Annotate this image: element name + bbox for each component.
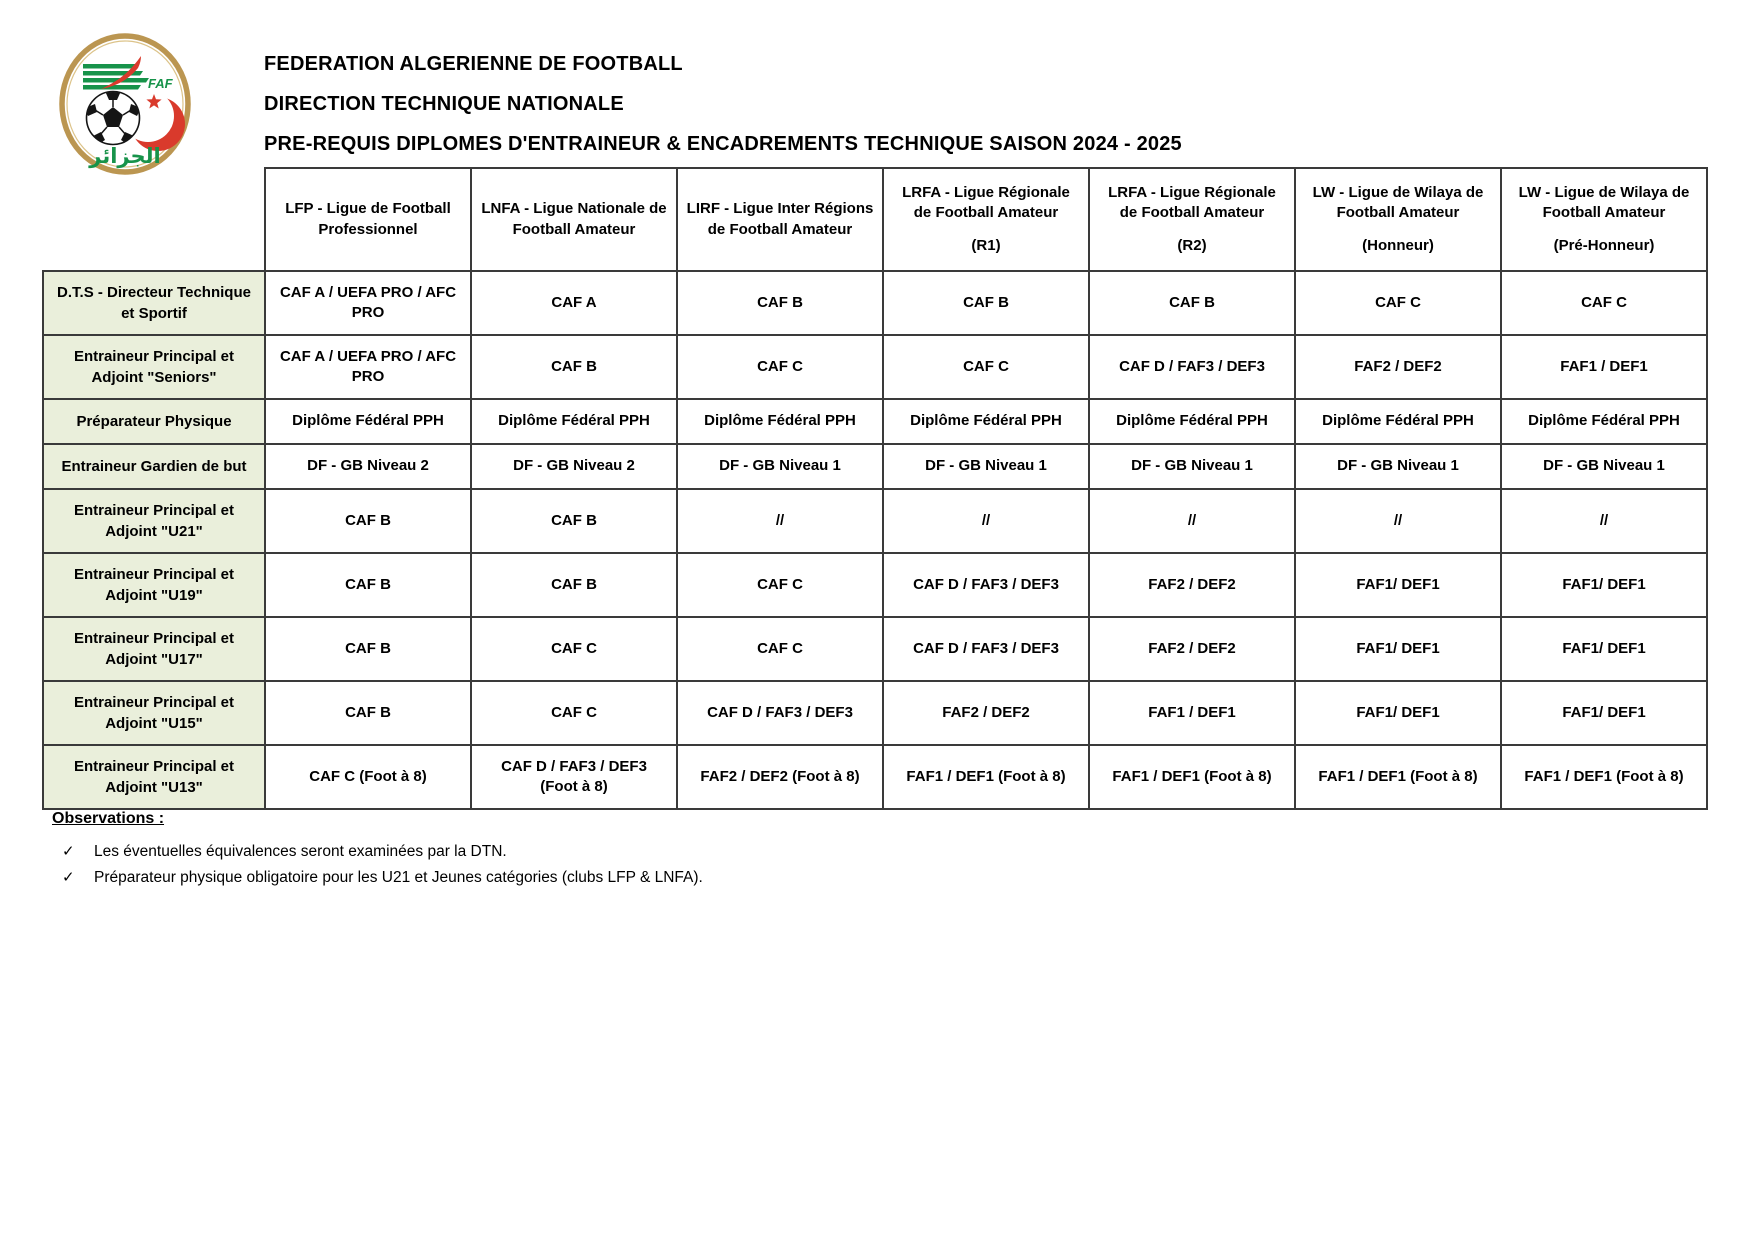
observation-item bbox=[62, 868, 703, 887]
column-header-3: LIRF - Ligue Inter Régions de Football Amateur bbox=[677, 168, 883, 271]
requirement-cell: FAF1/ DEF1 bbox=[1501, 617, 1707, 681]
requirement-cell: DF - GB Niveau 1 bbox=[677, 444, 883, 489]
requirement-cell: CAF C bbox=[677, 335, 883, 399]
requirement-cell: CAF B bbox=[471, 489, 677, 553]
table-row bbox=[43, 399, 1707, 444]
column-header-1: LFP - Ligue de Football Professionnel bbox=[265, 168, 471, 271]
requirement-cell: Diplôme Fédéral PPH bbox=[1501, 399, 1707, 444]
observation-item bbox=[62, 842, 703, 861]
requirement-cell: // bbox=[1295, 489, 1501, 553]
row-label: Entraineur Principal et Adjoint "U13" bbox=[43, 745, 265, 809]
requirement-cell: Diplôme Fédéral PPH bbox=[677, 399, 883, 444]
row-label: Entraineur Principal et Adjoint "Seniors" bbox=[43, 335, 265, 399]
requirement-cell: FAF1/ DEF1 bbox=[1501, 681, 1707, 745]
requirement-cell: CAF B bbox=[471, 335, 677, 399]
prerequisites-table bbox=[42, 167, 1708, 810]
table-row bbox=[43, 489, 1707, 553]
requirement-cell: CAF D / FAF3 / DEF3 bbox=[677, 681, 883, 745]
requirement-cell: FAF2 / DEF2 (Foot à 8) bbox=[677, 745, 883, 809]
requirement-cell: CAF C bbox=[471, 617, 677, 681]
arabic-text: الجزائر bbox=[89, 144, 161, 168]
table-row bbox=[43, 271, 1707, 335]
requirement-cell: DF - GB Niveau 1 bbox=[1501, 444, 1707, 489]
requirement-cell: DF - GB Niveau 2 bbox=[471, 444, 677, 489]
requirement-cell: Diplôme Fédéral PPH bbox=[1295, 399, 1501, 444]
requirement-cell: // bbox=[1501, 489, 1707, 553]
observations-section bbox=[52, 810, 703, 894]
row-label: Entraineur Gardien de but bbox=[43, 444, 265, 489]
table-row bbox=[43, 681, 1707, 745]
requirement-cell: FAF1/ DEF1 bbox=[1295, 553, 1501, 617]
requirement-cell: // bbox=[883, 489, 1089, 553]
table-row bbox=[43, 745, 1707, 809]
column-header-6: LW - Ligue de Wilaya de Football Amateur (Honneur) bbox=[1295, 168, 1501, 271]
column-header-4: LRFA - Ligue Régionale de Football Amateur (R1) bbox=[883, 168, 1089, 271]
requirement-cell: DF - GB Niveau 1 bbox=[883, 444, 1089, 489]
requirement-cell: FAF2 / DEF2 bbox=[1295, 335, 1501, 399]
requirement-cell: FAF1/ DEF1 bbox=[1295, 617, 1501, 681]
requirement-cell: CAF B bbox=[471, 553, 677, 617]
requirement-cell: CAF B bbox=[883, 271, 1089, 335]
requirement-cell: CAF C (Foot à 8) bbox=[265, 745, 471, 809]
requirement-cell: CAF C bbox=[883, 335, 1089, 399]
row-label: Entraineur Principal et Adjoint "U19" bbox=[43, 553, 265, 617]
row-label: Entraineur Principal et Adjoint "U17" bbox=[43, 617, 265, 681]
row-label: Entraineur Principal et Adjoint "U21" bbox=[43, 489, 265, 553]
table-row bbox=[43, 335, 1707, 399]
requirement-cell: CAF A / UEFA PRO / AFC PRO bbox=[265, 271, 471, 335]
requirement-cell: DF - GB Niveau 1 bbox=[1089, 444, 1295, 489]
requirement-cell: FAF1 / DEF1 (Foot à 8) bbox=[883, 745, 1089, 809]
table-row bbox=[43, 553, 1707, 617]
requirement-cell: DF - GB Niveau 1 bbox=[1295, 444, 1501, 489]
column-header-2: LNFA - Ligue Nationale de Football Amateur bbox=[471, 168, 677, 271]
requirement-cell: FAF1 / DEF1 (Foot à 8) bbox=[1501, 745, 1707, 809]
requirement-cell: CAF B bbox=[265, 617, 471, 681]
faf-logo-icon bbox=[55, 30, 195, 178]
observations-heading: Observations : bbox=[52, 810, 165, 827]
requirement-cell: CAF C bbox=[677, 553, 883, 617]
requirement-cell: FAF1/ DEF1 bbox=[1295, 681, 1501, 745]
requirement-cell: FAF1 / DEF1 (Foot à 8) bbox=[1295, 745, 1501, 809]
observation-text: Les éventuelles équivalences seront examinées par la DTN. bbox=[94, 843, 507, 860]
requirement-cell: CAF A / UEFA PRO / AFC PRO bbox=[265, 335, 471, 399]
requirement-cell: CAF B bbox=[265, 553, 471, 617]
row-label: D.T.S - Directeur Technique et Sportif bbox=[43, 271, 265, 335]
faf-letters: FAF bbox=[148, 76, 173, 91]
requirement-cell: CAF D / FAF3 / DEF3 (Foot à 8) bbox=[471, 745, 677, 809]
requirement-cell: // bbox=[1089, 489, 1295, 553]
row-label: Préparateur Physique bbox=[43, 399, 265, 444]
column-header-7: LW - Ligue de Wilaya de Football Amateur (Pré-Honneur) bbox=[1501, 168, 1707, 271]
table-row bbox=[43, 444, 1707, 489]
requirement-cell: FAF2 / DEF2 bbox=[883, 681, 1089, 745]
observations-list bbox=[52, 842, 703, 887]
requirement-cell: CAF A bbox=[471, 271, 677, 335]
requirement-cell: Diplôme Fédéral PPH bbox=[883, 399, 1089, 444]
requirement-cell: CAF B bbox=[1089, 271, 1295, 335]
requirement-cell: FAF1/ DEF1 bbox=[1501, 553, 1707, 617]
requirement-cell: // bbox=[677, 489, 883, 553]
title-block bbox=[264, 53, 1182, 173]
doc-title: PRE-REQUIS DIPLOMES D'ENTRAINEUR & ENCADREMENTS TECHNIQUE SAISON 2024 - 2025 bbox=[264, 133, 1182, 155]
requirement-cell: CAF D / FAF3 / DEF3 bbox=[1089, 335, 1295, 399]
table-row bbox=[43, 617, 1707, 681]
observation-text: Préparateur physique obligatoire pour les U21 et Jeunes catégories (clubs LFP & LNFA). bbox=[94, 869, 703, 886]
dept-title: DIRECTION TECHNIQUE NATIONALE bbox=[264, 93, 624, 115]
requirement-cell: Diplôme Fédéral PPH bbox=[1089, 399, 1295, 444]
requirement-cell: CAF B bbox=[265, 681, 471, 745]
requirement-cell: FAF2 / DEF2 bbox=[1089, 553, 1295, 617]
requirement-cell: CAF C bbox=[1501, 271, 1707, 335]
requirement-cell: FAF1 / DEF1 bbox=[1089, 681, 1295, 745]
requirement-cell: CAF C bbox=[1295, 271, 1501, 335]
requirement-cell: Diplôme Fédéral PPH bbox=[471, 399, 677, 444]
org-title: FEDERATION ALGERIENNE DE FOOTBALL bbox=[264, 53, 683, 75]
table-header-row bbox=[43, 168, 1707, 271]
check-icon: ✓ bbox=[62, 869, 75, 886]
requirement-cell: CAF B bbox=[265, 489, 471, 553]
column-header-5: LRFA - Ligue Régionale de Football Amateur (R2) bbox=[1089, 168, 1295, 271]
requirement-cell: FAF1 / DEF1 (Foot à 8) bbox=[1089, 745, 1295, 809]
requirement-cell: CAF D / FAF3 / DEF3 bbox=[883, 553, 1089, 617]
faf-logo bbox=[55, 30, 195, 178]
requirement-cell: FAF1 / DEF1 bbox=[1501, 335, 1707, 399]
requirement-cell: FAF2 / DEF2 bbox=[1089, 617, 1295, 681]
row-label: Entraineur Principal et Adjoint "U15" bbox=[43, 681, 265, 745]
corner-cell bbox=[43, 168, 265, 271]
requirement-cell: CAF C bbox=[471, 681, 677, 745]
check-icon: ✓ bbox=[62, 843, 75, 860]
requirement-cell: CAF B bbox=[677, 271, 883, 335]
requirement-cell: DF - GB Niveau 2 bbox=[265, 444, 471, 489]
requirement-cell: CAF C bbox=[677, 617, 883, 681]
requirement-cell: CAF D / FAF3 / DEF3 bbox=[883, 617, 1089, 681]
requirement-cell: Diplôme Fédéral PPH bbox=[265, 399, 471, 444]
